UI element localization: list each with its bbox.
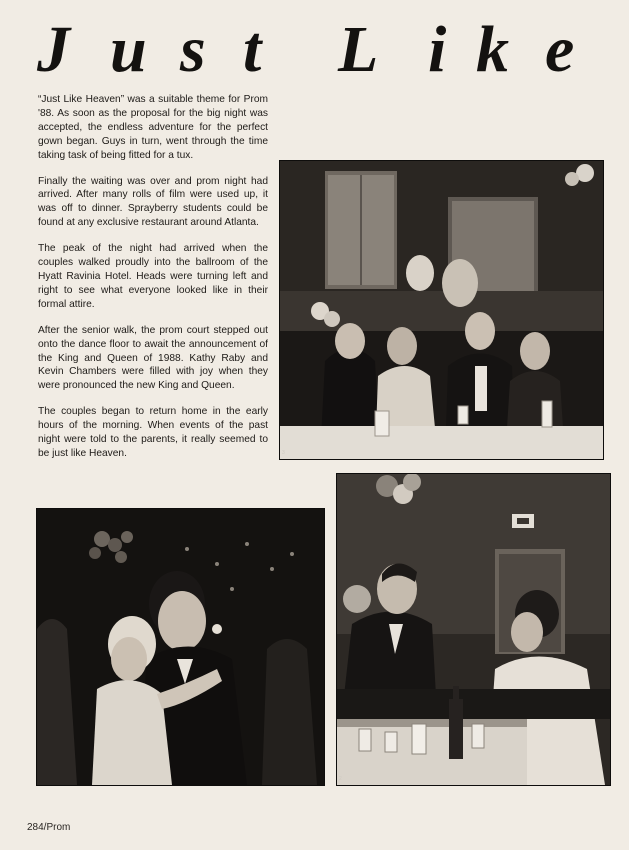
article-paragraph: After the senior walk, the prom court stepped out onto the dance floor to await the announcement of the King and Queen of 1988. Kathy Raby and Kevin Chambers were filled with joy when they were pronounced the new King and Queen. [38,324,268,392]
headline-letter: L [338,13,379,86]
photo-couples-at-table [279,160,604,460]
photo-number: 3 [282,450,285,456]
article-body [38,93,268,473]
couple-dancing-image [37,509,324,785]
article-paragraph: The peak of the night had arrived when the couples walked proudly into the ballroom of the Hyatt Ravinia Hotel. Heads were turning left and right to see what everyone looked like in their formal attire. [38,243,268,310]
photo-number: 2 [339,776,342,782]
article-paragraph: “Just Like Heaven” was a suitable theme for Prom '88. As soon as the proposal for the big night was accepted, the endless adventure for the perfect gown began. Guys in turn, went through the time taking task of being fitted for a tux. [38,94,268,161]
page-headline [0,10,629,90]
couples-at-table-image [280,161,603,459]
headline-letter: t [243,13,262,86]
headline-letter: e [545,13,575,86]
article-paragraph: The couples began to return home in the early hours of the morning. When events of the past night were told to the parents, it really seemed to be just like Heaven. [38,406,268,459]
headline-letter: k [476,13,509,86]
headline-letter: s [180,13,206,86]
photo-couple-dancing [36,508,325,786]
headline-letter: J [37,13,70,86]
headline-letter: u [110,13,147,86]
photo-drink-bar [336,473,611,786]
page-folio: 284/Prom [27,822,71,833]
article-paragraph: Finally the waiting was over and prom night had arrived. After many rolls of film were used up, it was off to dinner. Sprayberry students could be found at any exclusive restaurant around Atlanta. [38,175,268,229]
headline-letter: i [428,13,447,86]
drink-bar-image [337,474,610,785]
